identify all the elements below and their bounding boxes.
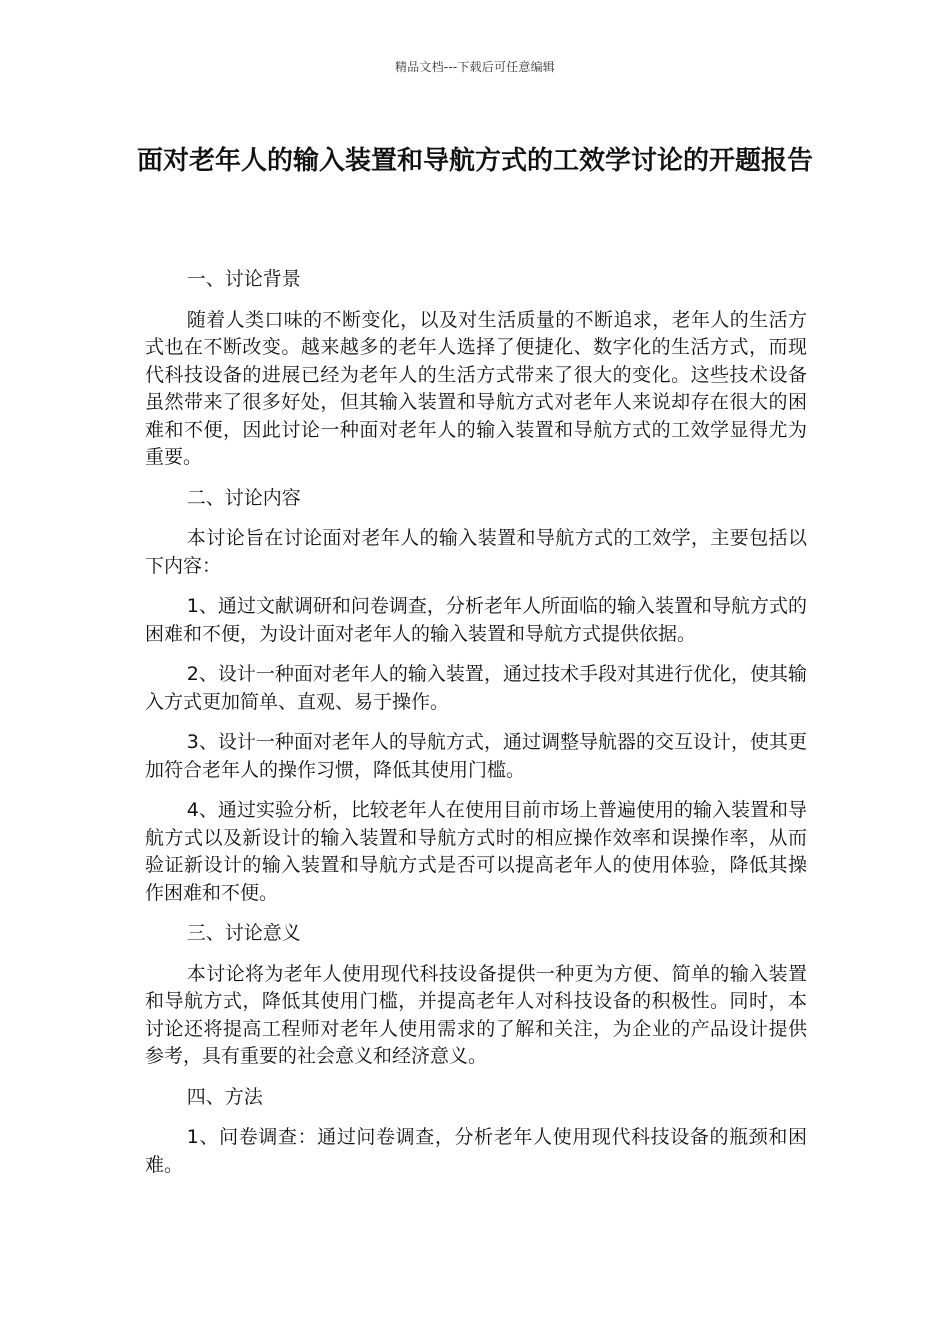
section-heading-methods: 四、方法 (186, 1085, 263, 1108)
background-paragraph: 随着人类口味的不断变化，以及对生活质量的不断追求，老年人的生活方式也在不断改变。越来越多的老年人选择了便捷化、数字化的生活方式，而现代科技设备的进展已经为老年人的生活方式带来了很大的变化。这些技术设备虽然带来了很多好处，但其输入装置和导航方式对老年人来说却存在很大的困难和不便，因此讨论一种面对老年人的输入装置和导航方式的工效学显得尤为重要。 (145, 308, 807, 468)
content-item-4: 4、通过实验分析，比较老年人在使用目前市场上普遍使用的输入装置和导航方式以及新设计的输入装置和导航方式时的相应操作效率和误操作率，从而验证新设计的输入装置和导航方式是否可以提高老年人的使用体验，降低其操作困难和不便。 (145, 799, 807, 904)
content-item-3: 3、设计一种面对老年人的导航方式，通过调整导航器的交互设计，使其更加符合老年人的操作习惯，降低其使用门槛。 (145, 731, 807, 781)
document-body (145, 266, 807, 1192)
content-item-2: 2、设计一种面对老年人的输入装置，通过技术手段对其进行优化，使其输入方式更加简单、直观、易于操作。 (145, 663, 807, 713)
document-title: 面对老年人的输入装置和导航方式的工效学讨论的开题报告 (136, 146, 813, 176)
section-heading-background: 一、讨论背景 (186, 268, 301, 290)
section-heading-significance: 三、讨论意义 (186, 922, 301, 944)
content-item-1: 1、通过文献调研和问卷调查，分析老年人所面临的输入装置和导航方式的困难和不便，为设计面对老年人的输入装置和导航方式提供依据。 (145, 595, 807, 645)
header-note: 精品文档---下载后可任意编辑 (395, 60, 555, 74)
significance-paragraph: 本讨论将为老年人使用现代科技设备提供一种更为方便、简单的输入装置和导航方式，降低其使用门槛，并提高老年人对科技设备的积极性。同时，本讨论还将提高工程师对老年人使用需求的了解和关注，为企业的产品设计提供参考，具有重要的社会意义和经济意义。 (145, 962, 807, 1067)
section-heading-content: 二、讨论内容 (186, 486, 301, 509)
content-intro-paragraph: 本讨论旨在讨论面对老年人的输入装置和导航方式的工效学，主要包括以下内容： (145, 527, 807, 577)
methods-item-1: 1、问卷调查：通过问卷调查，分析老年人使用现代科技设备的瓶颈和困难。 (145, 1126, 807, 1176)
